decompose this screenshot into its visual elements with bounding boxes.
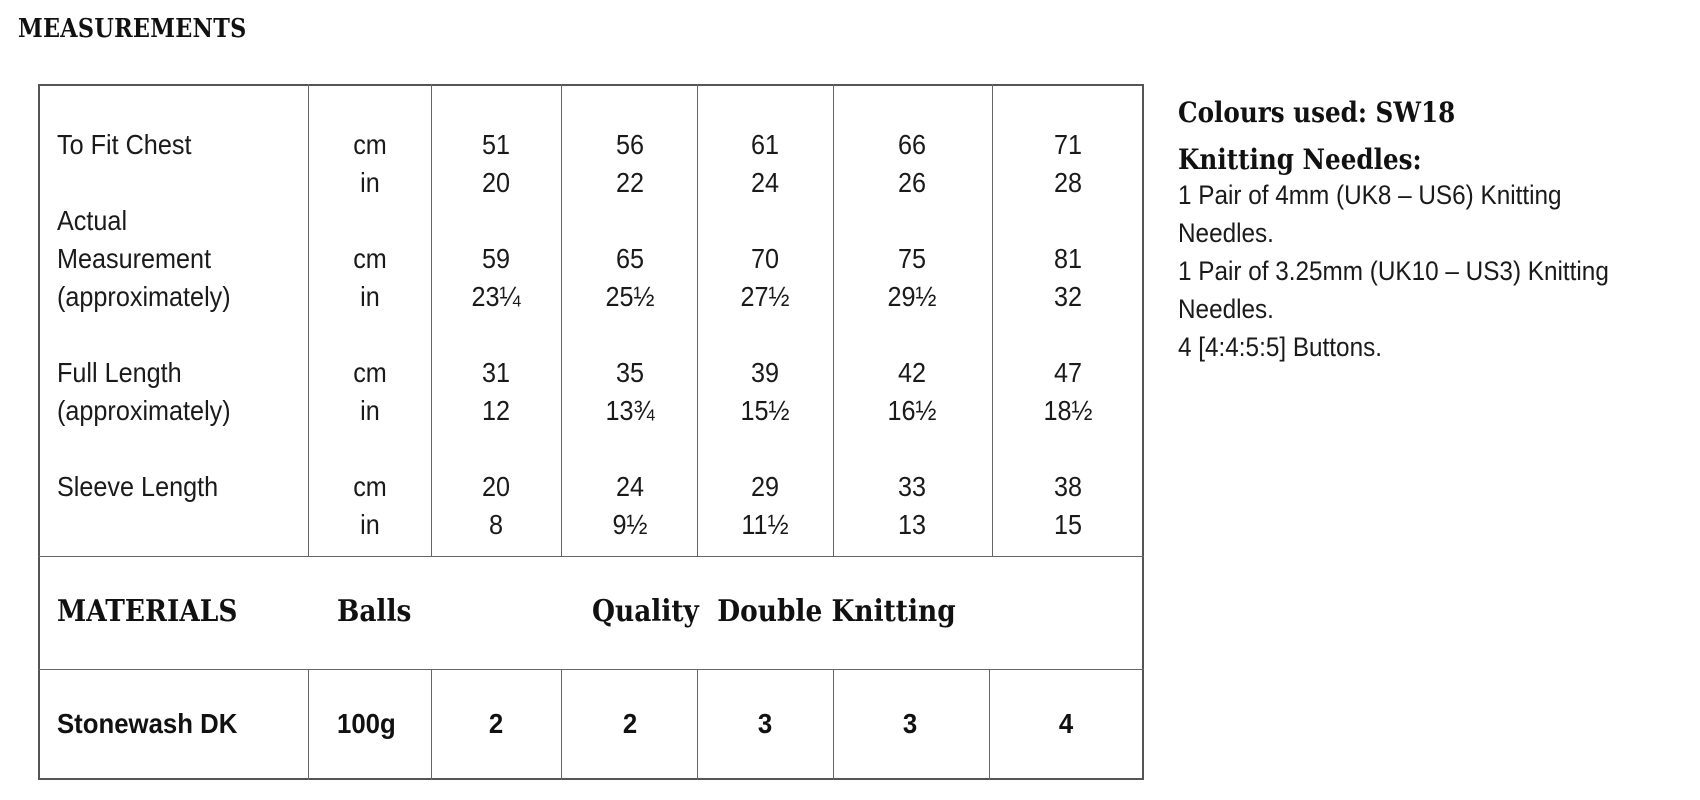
side-panel [1178,96,1698,366]
size-value-sleeve-cm: 20 [481,471,511,502]
size-value-sleeve-in: 8 [488,509,504,540]
unit-in: in [360,281,380,312]
size-value-actual-cm: 70 [750,243,780,274]
size-value-length-in: 15½ [740,395,790,426]
needles-line: Needles. [1178,294,1274,324]
column-divider [697,84,698,556]
size-value-chest-cm: 71 [1053,129,1083,160]
size-value-chest-cm: 56 [615,129,645,160]
size-value-chest-cm: 61 [750,129,780,160]
size-value-length-cm: 35 [615,357,645,388]
size-value-length-in: 13¾ [605,395,655,426]
ball-count: 2 [488,708,504,739]
column-divider [561,669,562,780]
column-divider [989,669,990,780]
colours-used: Colours used: SW18 [1178,96,1456,129]
column-divider [833,84,834,556]
ball-count: 2 [622,708,638,739]
size-value-length-cm: 47 [1053,357,1083,388]
size-value-actual-cm: 75 [897,243,927,274]
size-value-actual-cm: 81 [1053,243,1083,274]
needles-line: 4 [4:4:5:5] Buttons. [1178,332,1382,362]
unit-in: in [360,509,380,540]
size-value-actual-in: 32 [1053,281,1083,312]
yarn-weight: 100g [337,708,396,739]
row-label-actual: Actual Measurement (approximately) [57,205,231,312]
size-value-actual-cm: 65 [615,243,645,274]
size-value-chest-cm: 51 [481,129,511,160]
needles-line: Needles. [1178,218,1274,248]
size-value-length-cm: 42 [897,357,927,388]
column-divider [431,84,432,556]
size-value-chest-in: 26 [897,167,927,198]
unit-in: in [360,395,380,426]
size-value-length-in: 12 [481,395,511,426]
size-value-chest-in: 28 [1053,167,1083,198]
row-label-sleeve: Sleeve Length [57,471,219,502]
size-value-sleeve-cm: 24 [615,471,645,502]
size-value-chest-in: 20 [481,167,511,198]
column-divider [561,84,562,556]
size-value-sleeve-cm: 29 [750,471,780,502]
column-divider [833,669,834,780]
size-value-sleeve-cm: 38 [1053,471,1083,502]
needles-line: 1 Pair of 4mm (UK8 – US6) Knitting [1178,180,1562,210]
ball-count: 3 [902,708,918,739]
size-value-actual-in: 23¼ [471,281,521,312]
unit-cm: cm [353,243,387,274]
size-value-actual-cm: 59 [481,243,511,274]
quality-label: Quality Double Knitting [592,594,956,629]
balls-label: Balls [337,594,412,629]
column-divider [992,84,993,556]
size-value-chest-in: 24 [750,167,780,198]
unit-cm: cm [353,357,387,388]
ball-count: 4 [1058,708,1074,739]
size-value-chest-in: 22 [615,167,645,198]
unit-in: in [360,167,380,198]
size-value-actual-in: 27½ [740,281,790,312]
size-value-length-in: 18½ [1043,395,1093,426]
yarn-name: Stonewash DK [57,708,238,739]
needles-title: Knitting Needles: [1178,143,1422,176]
size-value-length-cm: 31 [481,357,511,388]
row-divider [38,669,1144,670]
size-value-length-in: 16½ [887,395,937,426]
size-value-sleeve-cm: 33 [897,471,927,502]
unit-cm: cm [353,471,387,502]
size-value-actual-in: 25½ [605,281,655,312]
row-divider [38,556,1144,557]
size-value-sleeve-in: 9½ [612,509,648,540]
needles-line: 1 Pair of 3.25mm (UK10 – US3) Knitting [1178,256,1609,286]
column-divider [431,669,432,780]
size-value-sleeve-in: 11½ [741,509,789,540]
unit-cm: cm [353,129,387,160]
column-divider [697,669,698,780]
size-value-length-cm: 39 [750,357,780,388]
size-value-actual-in: 29½ [887,281,937,312]
ball-count: 3 [757,708,773,739]
row-label-length: Full Length (approximately) [57,357,231,426]
row-label-chest: To Fit Chest [57,129,192,160]
column-divider [308,669,309,780]
size-value-sleeve-in: 13 [897,509,927,540]
size-value-chest-cm: 66 [897,129,927,160]
materials-title: MATERIALS [57,594,238,629]
page-title: MEASUREMENTS [18,14,247,44]
size-value-sleeve-in: 15 [1053,509,1083,540]
column-divider [308,84,309,556]
